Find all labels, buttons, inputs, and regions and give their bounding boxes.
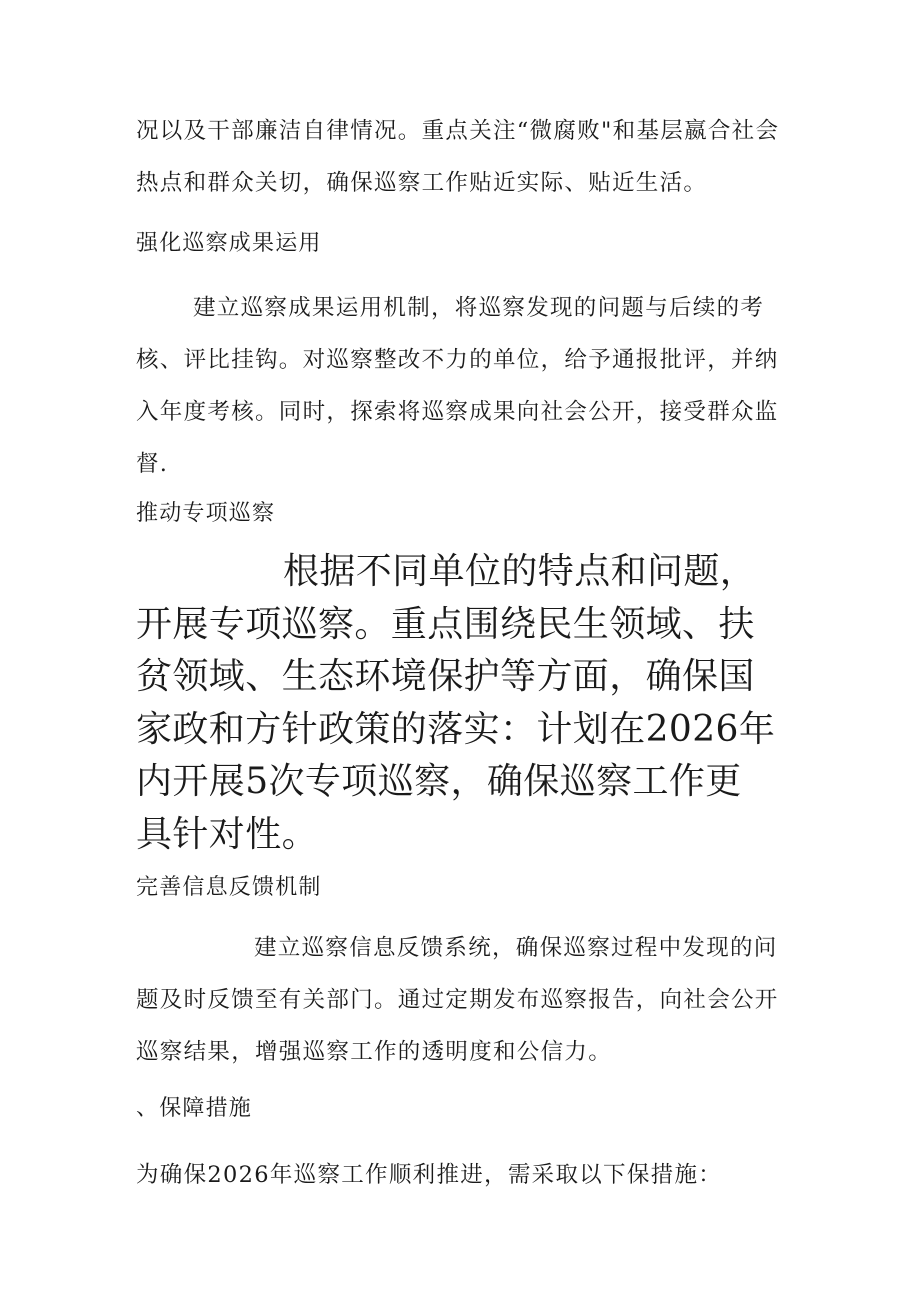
feedback-paragraph: 建立巡察信息反馈系统，确保巡察过程中发现的问题及时反馈至有关部门。通过定期发布巡察报告，向社会公开巡察结果，增强巡察工作的透明度和公信力。 xyxy=(136,935,779,1065)
special-inspection-heading: 推动专项巡察 xyxy=(136,501,276,526)
intro-continuation-paragraph: 况以及干部廉洁自律情况。重点关注“微腐败"和基层嬴合社会热点和群众关切，确保巡察工作贴近实际、贴近生活。 xyxy=(136,118,780,196)
feedback-heading: 完善信息反馈机制 xyxy=(136,875,322,900)
results-heading: 强化巡察成果运用 xyxy=(136,231,322,256)
measures-heading: 、保障措施 xyxy=(136,1096,253,1121)
measures-intro-paragraph: 为确保2026年巡察工作顺利推进，需采取以下保措施： xyxy=(136,1162,723,1188)
special-inspection-paragraph: 根据不同单位的特点和问题，开展专项巡察。重点围绕民生领域、扶贫领域、生态环境保护等方面，确保国家政和方针政策的落实：计划在2026年内开展5次专项巡察，确保巡察工作更具针对性。 xyxy=(136,551,776,855)
results-paragraph: 建立巡察成果运用机制，将巡察发现的问题与后续的考核、评比挂钩。对巡察整改不力的单位，给予通报批评，并纳入年度考核。同时，探索将巡察成果向社会公开，接受群众监督. xyxy=(136,295,779,477)
